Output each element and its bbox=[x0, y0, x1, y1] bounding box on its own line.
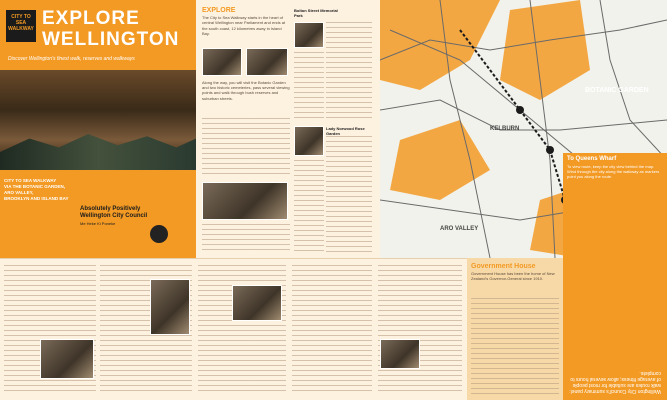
cover-title-line1: EXPLORE bbox=[42, 8, 140, 29]
government-house-box bbox=[467, 258, 563, 400]
legend-title: To Queens Wharf bbox=[567, 156, 617, 162]
bottom-photo-2 bbox=[150, 279, 190, 335]
council-line2: Wellington City Council bbox=[80, 213, 148, 219]
council-line1: Absolutely Positively bbox=[80, 206, 141, 212]
map-label-botanic: BOTANIC GARDEN bbox=[585, 87, 649, 94]
gov-box-body bbox=[471, 298, 559, 394]
section-2-block bbox=[294, 8, 338, 18]
intro-column bbox=[202, 8, 290, 36]
hill-silhouette bbox=[0, 125, 196, 170]
sign-line2: WALKWAY bbox=[8, 26, 34, 32]
map-marker-2 bbox=[546, 146, 554, 154]
bottom-photo-4 bbox=[380, 339, 420, 369]
section-2-title: Bolton Street Memorial Park bbox=[294, 8, 338, 19]
section-2-text bbox=[326, 22, 372, 122]
section-3-text-b bbox=[294, 160, 324, 254]
intro-photo-1 bbox=[202, 48, 242, 76]
gov-box-content bbox=[471, 264, 559, 282]
intro-para1: The City to Sea Walkway starts in the heart of central Wellington near Parliament and ends at the south coast, 12 kilometres away in Island Bay. bbox=[202, 15, 287, 36]
walkway-sign bbox=[6, 10, 36, 42]
map-legend bbox=[563, 153, 667, 258]
cover-subtitle: Discover Wellington's finest walk, reserves and walkways bbox=[8, 56, 135, 62]
intro-body-text bbox=[202, 118, 290, 178]
council-logo-icon bbox=[150, 225, 168, 243]
map-label-aro-valley: ARO VALLEY bbox=[440, 226, 479, 232]
rotated-info-text: Wellington City Council's summary panel: walk routes are suitable for most people of average fitness; allow several hours to complete. bbox=[569, 370, 661, 394]
intro-photo-2 bbox=[246, 48, 288, 76]
council-line3: Me Heke Ki Poneke bbox=[80, 221, 116, 226]
bottom-photo-1 bbox=[40, 339, 94, 379]
section-2-photo bbox=[294, 22, 324, 48]
intro-body-text-2 bbox=[202, 224, 290, 254]
cover-side-text: CITY TO SEA WALKWAY VIA THE BOTANIC GARDEN, ARO VALLEY, BROOKLYN AND ISLAND BAY bbox=[4, 178, 69, 201]
cover-photo bbox=[0, 70, 196, 170]
intro-para2: Along the way, you will visit the Botanic Garden and two historic cemeteries, pass several viewing points and walk through bush reserves and suburban streets. bbox=[202, 80, 291, 101]
bottom-col-4-text bbox=[292, 265, 372, 395]
bottom-col-5-text bbox=[378, 265, 462, 395]
section-3-photo bbox=[294, 126, 324, 156]
section-3-block bbox=[326, 126, 372, 136]
intro-heading: EXPLORE bbox=[202, 7, 236, 14]
map-marker-1 bbox=[516, 106, 524, 114]
bottom-photo-3 bbox=[232, 285, 282, 321]
section-2-text-b bbox=[294, 52, 324, 122]
legend-text: To view route, keep the city view behind the map. Wind through the city along the walkway as markers point you along the route. bbox=[567, 164, 661, 179]
council-block bbox=[80, 206, 190, 227]
section-3-title: Lady Norwood Rose Garden bbox=[326, 126, 365, 137]
cover-title-line2: WELLINGTON bbox=[42, 29, 180, 50]
gov-box-text: Government House has been the home of New Zealand's Governor-General since 1910. bbox=[471, 271, 556, 282]
section-3-text bbox=[326, 136, 372, 254]
rotated-info-panel bbox=[563, 258, 667, 400]
intro-photo-3 bbox=[202, 182, 288, 220]
gov-box-title: Government House bbox=[471, 263, 536, 270]
sign-line1: CITY TO SEA bbox=[11, 14, 31, 26]
map-label-kelburn: KELBURN bbox=[490, 126, 520, 132]
intro-column-2 bbox=[202, 80, 290, 101]
